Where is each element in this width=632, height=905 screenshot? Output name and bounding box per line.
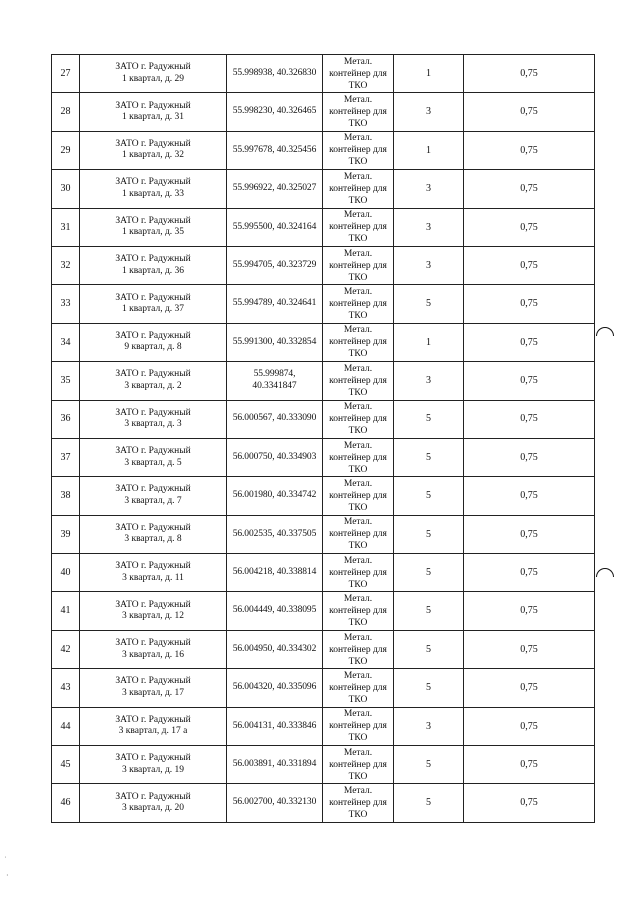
- scan-speck: ˙: [4, 855, 7, 864]
- addr-line: ЗАТО г. Радужный: [115, 330, 191, 341]
- container-volume-cell: 0,75: [464, 208, 595, 246]
- container-volume-cell: 0,75: [464, 784, 595, 822]
- container-type-cell: [323, 362, 394, 400]
- container-count-cell: 5: [394, 630, 464, 668]
- address-cell: [80, 131, 227, 169]
- container-volume-cell: 0,75: [464, 131, 595, 169]
- type-line: Метал.: [343, 594, 373, 605]
- container-volume-cell: 0,75: [464, 477, 595, 515]
- type-line: Метал.: [343, 171, 373, 182]
- container-volume-cell: 0,75: [464, 55, 595, 93]
- coordinates-cell: [227, 784, 323, 822]
- addr-line: 3 квартал, д. 7: [124, 495, 182, 506]
- coords-line: 56.004449, 40.338095: [232, 605, 317, 616]
- container-volume-cell: 0,75: [464, 323, 595, 361]
- coords-line: 55.991300, 40.332854: [232, 336, 317, 347]
- container-volume-cell: 0,75: [464, 630, 595, 668]
- row-number-cell: 36: [52, 400, 80, 438]
- type-line: ТКО: [348, 541, 368, 552]
- type-line: Метал.: [343, 95, 373, 106]
- type-line: контейнер для: [329, 375, 387, 386]
- type-line: контейнер для: [329, 606, 387, 617]
- row-number-cell: 37: [52, 438, 80, 476]
- addr-line: 3 квартал, д. 11: [122, 572, 184, 583]
- type-line: ТКО: [348, 618, 368, 629]
- container-type-cell: [323, 131, 394, 169]
- coords-line: 56.002535, 40.337505: [232, 528, 317, 539]
- type-line: ТКО: [348, 771, 368, 782]
- container-type-cell: [323, 784, 394, 822]
- address-cell: [80, 477, 227, 515]
- type-line: Метал.: [343, 517, 373, 528]
- row-number-cell: 40: [52, 554, 80, 592]
- type-line: контейнер для: [329, 299, 387, 310]
- container-count-cell: 5: [394, 515, 464, 553]
- container-sites-table: [51, 54, 595, 823]
- type-line: ТКО: [348, 733, 368, 744]
- table-row: [52, 630, 595, 668]
- type-line: ТКО: [348, 387, 368, 398]
- type-line: Метал.: [343, 133, 373, 144]
- table-row: [52, 208, 595, 246]
- container-volume-cell: 0,75: [464, 93, 595, 131]
- type-line: Метал.: [343, 709, 373, 720]
- addr-line: 3 квартал, д. 16: [121, 649, 185, 660]
- addr-line: 3 квартал, д. 5: [124, 457, 182, 468]
- container-count-cell: 5: [394, 746, 464, 784]
- container-count-cell: 3: [394, 93, 464, 131]
- address-cell: [80, 93, 227, 131]
- address-cell: [80, 438, 227, 476]
- type-line: ТКО: [348, 464, 368, 475]
- container-count-cell: 5: [394, 592, 464, 630]
- row-number-cell: 29: [52, 131, 80, 169]
- table-body: [52, 55, 595, 823]
- coordinates-cell: [227, 208, 323, 246]
- row-number-cell: 44: [52, 707, 80, 745]
- coords-line: 56.000750, 40.334903: [232, 451, 317, 462]
- container-type-cell: [323, 285, 394, 323]
- coordinates-cell: [227, 246, 323, 284]
- type-line: Метал.: [343, 325, 373, 336]
- container-type-cell: [323, 400, 394, 438]
- coords-line: 55.997678, 40.325456: [232, 144, 317, 155]
- coordinates-cell: [227, 477, 323, 515]
- type-line: Метал.: [343, 210, 373, 221]
- container-count-cell: 3: [394, 246, 464, 284]
- coords-line: 55.994789, 40.324641: [232, 298, 317, 309]
- coordinates-cell: [227, 323, 323, 361]
- container-type-cell: [323, 208, 394, 246]
- addr-line: 3 квартал, д. 19: [121, 764, 185, 775]
- type-line: Метал.: [343, 440, 373, 451]
- container-type-cell: [323, 170, 394, 208]
- addr-line: ЗАТО г. Радужный: [115, 407, 191, 418]
- addr-line: ЗАТО г. Радужный: [115, 100, 191, 111]
- table-row: [52, 746, 595, 784]
- type-line: контейнер для: [329, 759, 387, 770]
- coordinates-cell: [227, 592, 323, 630]
- address-cell: [80, 592, 227, 630]
- container-count-cell: 3: [394, 170, 464, 208]
- table-row: [52, 707, 595, 745]
- addr-line: ЗАТО г. Радужный: [115, 753, 191, 764]
- type-line: контейнер для: [329, 222, 387, 233]
- container-count-cell: 1: [394, 55, 464, 93]
- row-number-cell: 28: [52, 93, 80, 131]
- container-type-cell: [323, 515, 394, 553]
- type-line: ТКО: [348, 272, 368, 283]
- address-cell: [80, 784, 227, 822]
- container-type-cell: [323, 707, 394, 745]
- type-line: Метал.: [343, 555, 373, 566]
- row-number-cell: 30: [52, 170, 80, 208]
- container-type-cell: [323, 93, 394, 131]
- addr-line: 3 квартал, д. 20: [121, 803, 185, 814]
- coords-line: 40.3341847: [252, 380, 297, 391]
- type-line: ТКО: [348, 349, 368, 360]
- table-row: [52, 362, 595, 400]
- coords-line: 55.996922, 40.325027: [232, 183, 317, 194]
- coords-line: 56.000567, 40.333090: [232, 413, 317, 424]
- type-line: ТКО: [348, 810, 368, 821]
- coords-line: 55.998230, 40.326465: [232, 106, 317, 117]
- coords-line: 56.004950, 40.334302: [232, 643, 317, 654]
- container-count-cell: 5: [394, 784, 464, 822]
- addr-line: 3 квартал, д. 3: [124, 419, 182, 430]
- coordinates-cell: [227, 131, 323, 169]
- address-cell: [80, 400, 227, 438]
- addr-line: ЗАТО г. Радужный: [115, 522, 191, 533]
- addr-line: ЗАТО г. Радужный: [115, 292, 191, 303]
- coords-line: 55.994705, 40.323729: [232, 259, 317, 270]
- table-row: [52, 131, 595, 169]
- row-number-cell: 42: [52, 630, 80, 668]
- coords-line: 56.004131, 40.333846: [232, 720, 317, 731]
- address-cell: [80, 170, 227, 208]
- coords-line: 55.999874,: [253, 369, 296, 380]
- coordinates-cell: [227, 400, 323, 438]
- container-volume-cell: 0,75: [464, 669, 595, 707]
- coordinates-cell: [227, 55, 323, 93]
- type-line: ТКО: [348, 119, 368, 130]
- coords-line: 56.001980, 40.334742: [232, 490, 317, 501]
- container-type-cell: [323, 55, 394, 93]
- row-number-cell: 39: [52, 515, 80, 553]
- row-number-cell: 38: [52, 477, 80, 515]
- coordinates-cell: [227, 707, 323, 745]
- address-cell: [80, 362, 227, 400]
- table-row: [52, 323, 595, 361]
- coordinates-cell: [227, 93, 323, 131]
- row-number-cell: 35: [52, 362, 80, 400]
- coords-line: 55.998938, 40.326830: [232, 67, 317, 78]
- container-count-cell: 5: [394, 669, 464, 707]
- type-line: ТКО: [348, 80, 368, 91]
- container-type-cell: [323, 669, 394, 707]
- scan-mark: [596, 327, 614, 336]
- table-row: [52, 400, 595, 438]
- scan-speck: ·: [6, 871, 9, 880]
- coordinates-cell: [227, 554, 323, 592]
- type-line: ТКО: [348, 426, 368, 437]
- container-type-cell: [323, 246, 394, 284]
- table-row: [52, 55, 595, 93]
- row-number-cell: 32: [52, 246, 80, 284]
- type-line: контейнер для: [329, 490, 387, 501]
- coordinates-cell: [227, 630, 323, 668]
- addr-line: ЗАТО г. Радужный: [115, 599, 191, 610]
- address-cell: [80, 323, 227, 361]
- address-cell: [80, 554, 227, 592]
- coords-line: 56.004218, 40.338814: [232, 567, 317, 578]
- container-count-cell: 5: [394, 438, 464, 476]
- container-volume-cell: 0,75: [464, 438, 595, 476]
- addr-line: 1 квартал, д. 36: [121, 265, 185, 276]
- table-row: [52, 669, 595, 707]
- container-count-cell: 5: [394, 400, 464, 438]
- type-line: контейнер для: [329, 68, 387, 79]
- row-number-cell: 41: [52, 592, 80, 630]
- table-row: [52, 515, 595, 553]
- type-line: контейнер для: [329, 721, 387, 732]
- type-line: ТКО: [348, 694, 368, 705]
- type-line: контейнер для: [329, 567, 387, 578]
- coords-line: 55.995500, 40.324164: [232, 221, 317, 232]
- container-count-cell: 1: [394, 131, 464, 169]
- addr-line: ЗАТО г. Радужный: [115, 254, 191, 265]
- coordinates-cell: [227, 170, 323, 208]
- type-line: Метал.: [343, 287, 373, 298]
- container-type-cell: [323, 477, 394, 515]
- table-row: [52, 438, 595, 476]
- type-line: ТКО: [348, 234, 368, 245]
- coordinates-cell: [227, 669, 323, 707]
- addr-line: ЗАТО г. Радужный: [115, 561, 191, 572]
- table-row: [52, 170, 595, 208]
- type-line: контейнер для: [329, 260, 387, 271]
- addr-line: ЗАТО г. Радужный: [115, 177, 191, 188]
- address-cell: [80, 630, 227, 668]
- type-line: ТКО: [348, 579, 368, 590]
- address-cell: [80, 707, 227, 745]
- addr-line: 1 квартал, д. 37: [121, 304, 185, 315]
- type-line: Метал.: [343, 786, 373, 797]
- addr-line: 3 квартал, д. 17: [121, 687, 185, 698]
- table-row: [52, 285, 595, 323]
- type-line: контейнер для: [329, 414, 387, 425]
- type-line: Метал.: [343, 747, 373, 758]
- type-line: Метал.: [343, 478, 373, 489]
- addr-line: ЗАТО г. Радужный: [115, 791, 191, 802]
- container-count-cell: 5: [394, 554, 464, 592]
- container-volume-cell: 0,75: [464, 592, 595, 630]
- table-row: [52, 93, 595, 131]
- container-volume-cell: 0,75: [464, 362, 595, 400]
- addr-line: 3 квартал, д. 17 а: [118, 726, 188, 737]
- table-row: [52, 592, 595, 630]
- type-line: контейнер для: [329, 107, 387, 118]
- addr-line: ЗАТО г. Радужный: [115, 714, 191, 725]
- addr-line: 3 квартал, д. 2: [124, 380, 182, 391]
- container-type-cell: [323, 746, 394, 784]
- scan-mark: [596, 568, 614, 577]
- container-volume-cell: 0,75: [464, 707, 595, 745]
- container-type-cell: [323, 323, 394, 361]
- type-line: ТКО: [348, 311, 368, 322]
- address-cell: [80, 55, 227, 93]
- row-number-cell: 33: [52, 285, 80, 323]
- addr-line: 3 квартал, д. 12: [121, 611, 185, 622]
- type-line: контейнер для: [329, 337, 387, 348]
- type-line: Метал.: [343, 363, 373, 374]
- addr-line: ЗАТО г. Радужный: [115, 369, 191, 380]
- addr-line: 1 квартал, д. 32: [121, 150, 185, 161]
- type-line: контейнер для: [329, 183, 387, 194]
- container-count-cell: 3: [394, 208, 464, 246]
- addr-line: ЗАТО г. Радужный: [115, 638, 191, 649]
- coordinates-cell: [227, 438, 323, 476]
- type-line: ТКО: [348, 157, 368, 168]
- addr-line: ЗАТО г. Радужный: [115, 138, 191, 149]
- container-count-cell: 5: [394, 477, 464, 515]
- type-line: Метал.: [343, 248, 373, 259]
- addr-line: 1 квартал, д. 33: [121, 188, 185, 199]
- type-line: ТКО: [348, 502, 368, 513]
- coordinates-cell: [227, 362, 323, 400]
- coordinates-cell: [227, 285, 323, 323]
- coords-line: 56.003891, 40.331894: [232, 758, 317, 769]
- document-page: [51, 54, 595, 823]
- container-volume-cell: 0,75: [464, 746, 595, 784]
- table-row: [52, 246, 595, 284]
- type-line: Метал.: [343, 670, 373, 681]
- container-type-cell: [323, 554, 394, 592]
- container-volume-cell: 0,75: [464, 170, 595, 208]
- table-row: [52, 784, 595, 822]
- addr-line: 3 квартал, д. 8: [124, 534, 182, 545]
- addr-line: 1 квартал, д. 31: [121, 112, 185, 123]
- container-volume-cell: 0,75: [464, 554, 595, 592]
- container-count-cell: 1: [394, 323, 464, 361]
- container-volume-cell: 0,75: [464, 285, 595, 323]
- row-number-cell: 34: [52, 323, 80, 361]
- type-line: контейнер для: [329, 798, 387, 809]
- container-type-cell: [323, 630, 394, 668]
- container-count-cell: 3: [394, 707, 464, 745]
- container-volume-cell: 0,75: [464, 400, 595, 438]
- type-line: Метал.: [343, 402, 373, 413]
- addr-line: ЗАТО г. Радужный: [115, 62, 191, 73]
- container-type-cell: [323, 438, 394, 476]
- row-number-cell: 27: [52, 55, 80, 93]
- address-cell: [80, 515, 227, 553]
- table-row: [52, 477, 595, 515]
- addr-line: ЗАТО г. Радужный: [115, 484, 191, 495]
- container-count-cell: 3: [394, 362, 464, 400]
- type-line: контейнер для: [329, 452, 387, 463]
- coordinates-cell: [227, 515, 323, 553]
- type-line: контейнер для: [329, 529, 387, 540]
- container-volume-cell: 0,75: [464, 246, 595, 284]
- coords-line: 56.002700, 40.332130: [232, 797, 317, 808]
- address-cell: [80, 208, 227, 246]
- type-line: контейнер для: [329, 682, 387, 693]
- container-count-cell: 5: [394, 285, 464, 323]
- address-cell: [80, 246, 227, 284]
- address-cell: [80, 669, 227, 707]
- addr-line: 1 квартал, д. 35: [121, 227, 185, 238]
- coords-line: 56.004320, 40.335096: [232, 682, 317, 693]
- addr-line: 9 квартал, д. 8: [124, 342, 182, 353]
- address-cell: [80, 746, 227, 784]
- addr-line: ЗАТО г. Радужный: [115, 676, 191, 687]
- row-number-cell: 45: [52, 746, 80, 784]
- type-line: контейнер для: [329, 145, 387, 156]
- type-line: Метал.: [343, 56, 373, 67]
- type-line: контейнер для: [329, 644, 387, 655]
- container-volume-cell: 0,75: [464, 515, 595, 553]
- coordinates-cell: [227, 746, 323, 784]
- type-line: Метал.: [343, 632, 373, 643]
- addr-line: 1 квартал, д. 29: [121, 73, 185, 84]
- type-line: ТКО: [348, 656, 368, 667]
- container-type-cell: [323, 592, 394, 630]
- addr-line: ЗАТО г. Радужный: [115, 446, 191, 457]
- address-cell: [80, 285, 227, 323]
- row-number-cell: 31: [52, 208, 80, 246]
- row-number-cell: 43: [52, 669, 80, 707]
- addr-line: ЗАТО г. Радужный: [115, 215, 191, 226]
- row-number-cell: 46: [52, 784, 80, 822]
- type-line: ТКО: [348, 195, 368, 206]
- table-row: [52, 554, 595, 592]
